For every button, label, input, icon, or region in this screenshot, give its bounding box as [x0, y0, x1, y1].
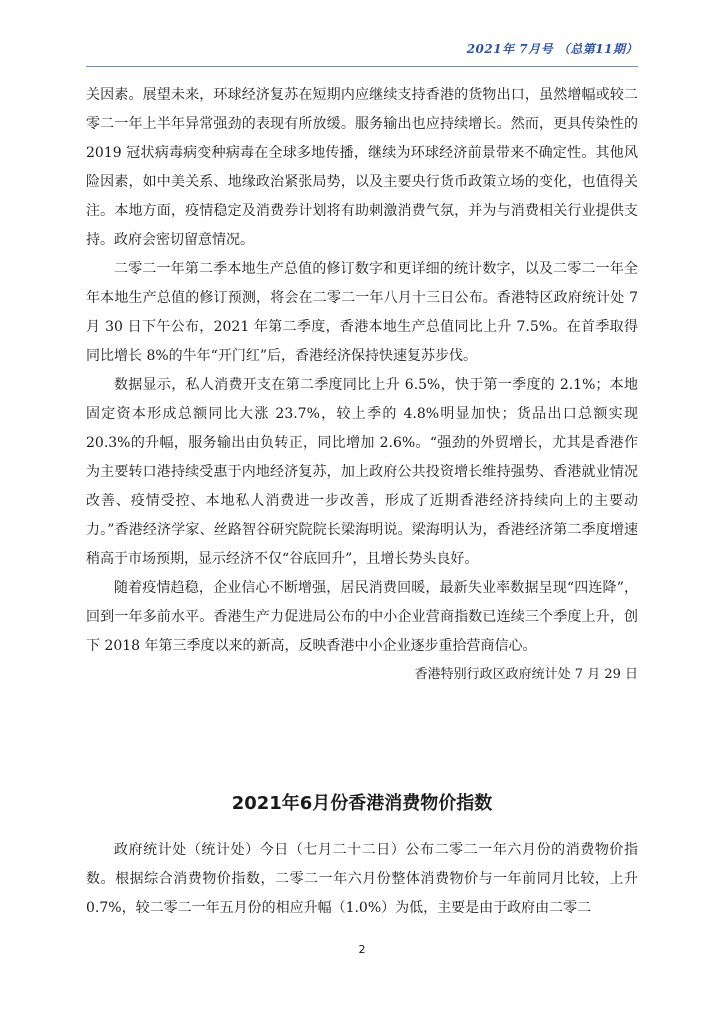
article-2-body	[86, 836, 638, 923]
paragraph-3: 数据显示，私人消费开支在第二季度同比上升 6.5%，快于第一季度的 2.1%；本地固定资本形成总额同比大涨 23.7%，较上季的 4.8%明显加快；货品出口总额实现 20.3%的升幅，服务输出由负转正，同比增加 2.6%。“强劲的外贸增长，尤其是香港作为主要转口港持续受惠于内地经济复苏，加上政府公共投资增长维持强势、香港就业情况改善、疫情受控、本地私人消费进一步改善，形成了近期香港经济持续向上的主要动力。”香港经济学家、丝路智谷研究院院长梁海明说。梁海明认为，香港经济第二季度增速稍高于市场预期，显示经济不仅“谷底回升”，且增长势头良好。	[86, 377, 638, 567]
paragraph-2: 二零二一年第二季本地生产总值的修订数字和更详细的统计数字，以及二零二一年全年本地生产总值的修订预测，将会在二零二一年八月十三日公布。香港特区政府统计处 7 月 30 日下午公布，2021 年第二季度，香港本地生产总值同比上升 7.5%。在首季取得同比增长 8%的牛年“开门红”后，香港经济保持快速复苏步伐。	[86, 261, 638, 364]
issue-header: 2021年 7月号 （总第11期）	[466, 42, 638, 56]
article-title: 2021年6月份香港消费物价指数	[231, 793, 493, 814]
article-body	[86, 81, 638, 688]
paragraph-1: 关因素。展望未来，环球经济复苏在短期内应继续支持香港的货物出口，虽然增幅或较二零二一年上半年异常强劲的表现有所放缓。服务输出也应持续增长。然而，更具传染性的 2019 冠状病毒病变种病毒在全球多地传播，继续为环球经济前景带来不确定性。其他风险因素，如中美关系、地缘政治紧张局势，以及主要央行货币政策立场的变化，也值得关注。本地方面，疫情稳定及消费券计划将有助刺激消费气氛，并为与消费相关行业提供支持。政府会密切留意情况。	[86, 87, 638, 248]
paragraph-4: 随着疫情趋稳，企业信心不断增强，居民消费回暖，最新失业率数据呈现“四连降”，回到一年多前水平。香港生产力促进局公布的中小企业营商指数已连续三个季度上升，创下 2018 年第三季度以来的新高，反映香港中小企业逐步重拾营商信心。	[86, 580, 638, 654]
source-attribution: 香港特别行政区政府统计处 7 月 29 日	[414, 667, 638, 682]
header-divider	[86, 66, 638, 67]
article-2-paragraph: 政府统计处（统计处）今日（七月二十二日）公布二零二一年六月份的消费物价指数。根据综合消费物价指数，二零二一年六月份整体消费物价与一年前同月比较，上升 0.7%，较二零二一年五月份的相应升幅（1.0%）为低，主要是由于政府由二零二	[86, 842, 638, 916]
page-number: 2	[358, 943, 366, 956]
